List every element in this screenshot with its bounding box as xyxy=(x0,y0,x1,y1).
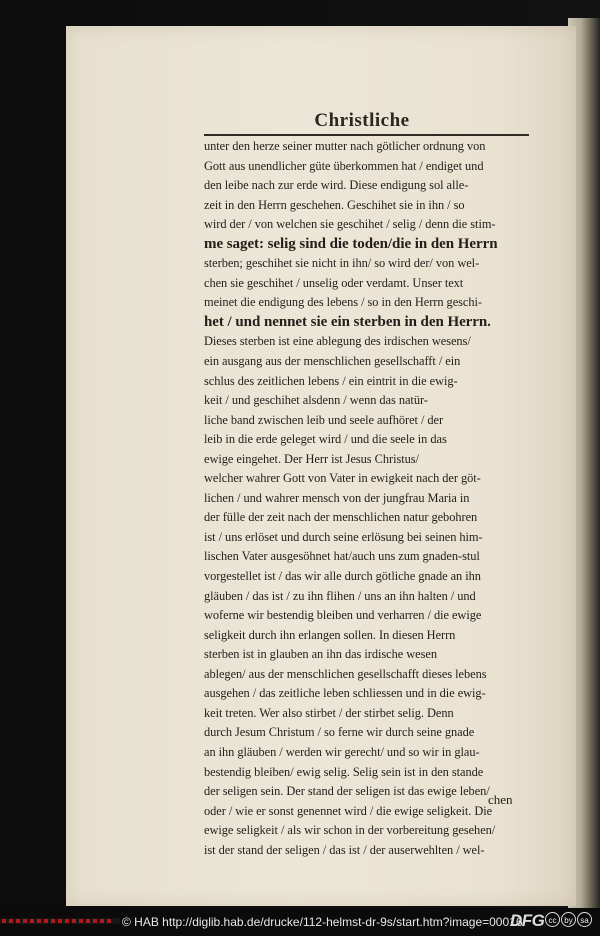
text-line: seligkeit durch ihn erlangen sollen. In diesen Herrn xyxy=(204,627,456,642)
text-line: sterben; geschihet sie nicht in ihn/ so wird der/ von wel- xyxy=(204,256,480,271)
text-line: bestendig bleiben/ ewig selig. Selig sein ist in den stande xyxy=(204,764,484,779)
text-line: het / und nennet sie ein sterben in den Herrn. xyxy=(204,313,491,330)
text-line: vorgestellet ist / das wir alle durch götliche gnade an ihn xyxy=(204,569,481,584)
book-page xyxy=(66,26,576,906)
running-head: Christliche xyxy=(314,110,410,131)
text-line: schlus des zeitlichen lebens / ein eintrit in die ewig- xyxy=(204,373,458,388)
text-line: ist der stand der seligen / das ist / der auserwehlten / wel- xyxy=(204,842,485,857)
text-line: sterben ist in glauben an ihn das irdische wesen xyxy=(204,647,437,662)
text-line: welcher wahrer Gott von Vater in ewigkeit nach der göt- xyxy=(204,471,481,486)
text-line: liche band zwischen leib und seele aufhöret / der xyxy=(204,412,444,427)
text-line: keit treten. Wer also stirbet / der stirbet selig. Denn xyxy=(204,705,454,720)
text-line: der fülle der zeit nach der menschlichen natur gebohren xyxy=(204,510,478,525)
text-line: Dieses sterben ist eine ablegung des irdischen wesens/ xyxy=(204,334,471,349)
text-line: chen sie geschihet / unselig oder verdamt. Unser text xyxy=(204,275,464,290)
text-line: leib in die erde geleget wird / und die seele in das xyxy=(204,432,447,447)
text-line: wird der / von welchen sie geschihet / selig / denn die stim- xyxy=(204,217,496,232)
text-line: durch Jesum Christum / so ferne wir durch seine gnade xyxy=(204,725,475,740)
text-line: meinet die endigung des lebens / so in den Herrn geschi- xyxy=(204,295,482,310)
text-line: Gott aus unendlicher güte überkommen hat / endiget und xyxy=(204,158,484,173)
license-icons[interactable] xyxy=(545,912,600,930)
text-line: gläuben / das ist / zu ihn flihen / uns an ihn halten / und xyxy=(204,588,476,603)
text-line: ausgehen / das zeitliche leben schliessen und in die ewig- xyxy=(204,686,486,701)
catchword: chen xyxy=(488,792,513,807)
colorbar-icon xyxy=(0,908,120,936)
by-icon: by xyxy=(561,912,576,927)
cc-icon: cc xyxy=(545,912,560,927)
text-line: me saget: selig sind die toden/die in den Herrn xyxy=(204,235,498,252)
sa-icon: sa xyxy=(577,912,592,927)
text-line: ist / uns erlöset und durch seine erlösung bei seinen him- xyxy=(204,529,483,544)
text-line: zeit in den Herrn geschehen. Geschihet sie in ihn / so xyxy=(204,197,465,212)
text-line: ein ausgang aus der menschlichen gesellschafft / ein xyxy=(204,354,461,369)
text-line: woferne wir bestendig bleiben und verharren / die ewige xyxy=(204,608,482,623)
text-line: an ihn gläuben / werden wir gerecht/ und so wir in glau- xyxy=(204,744,480,759)
viewer-footer xyxy=(0,908,600,936)
text-line: lichen / und wahrer mensch von der jungfrau Maria in xyxy=(204,490,470,505)
source-link[interactable]: © HAB http://diglib.hab.de/drucke/112-helmst-dr-9s/start.htm?image=00016 xyxy=(122,915,523,929)
text-line: oder / wie er sonst genennet wird / die ewige seligkeit. Die xyxy=(204,803,493,818)
header-rule xyxy=(204,134,529,136)
text-line: keit / und geschihet alsdenn / wenn das natür- xyxy=(204,393,428,408)
text-line: ablegen/ aus der menschlichen gesellschafft dieses lebens xyxy=(204,666,487,681)
text-line: lischen Vater ausgesöhnet hat/auch uns zum gnaden-stul xyxy=(204,549,480,564)
text-line: den leibe nach zur erde wird. Diese endigung sol alle- xyxy=(204,178,469,193)
text-line: unter den herze seiner mutter nach götlicher ordnung von xyxy=(204,139,486,153)
body-text xyxy=(204,137,534,860)
text-line: der seligen sein. Der stand der seligen ist das ewige leben/ xyxy=(204,784,490,799)
text-line: ewige seligkeit / als wir schon in der vorbereitung gesehen/ xyxy=(204,823,496,838)
text-line: ewige eingehet. Der Herr ist Jesus Christus/ xyxy=(204,451,419,466)
dfg-logo: DFG xyxy=(510,911,545,930)
